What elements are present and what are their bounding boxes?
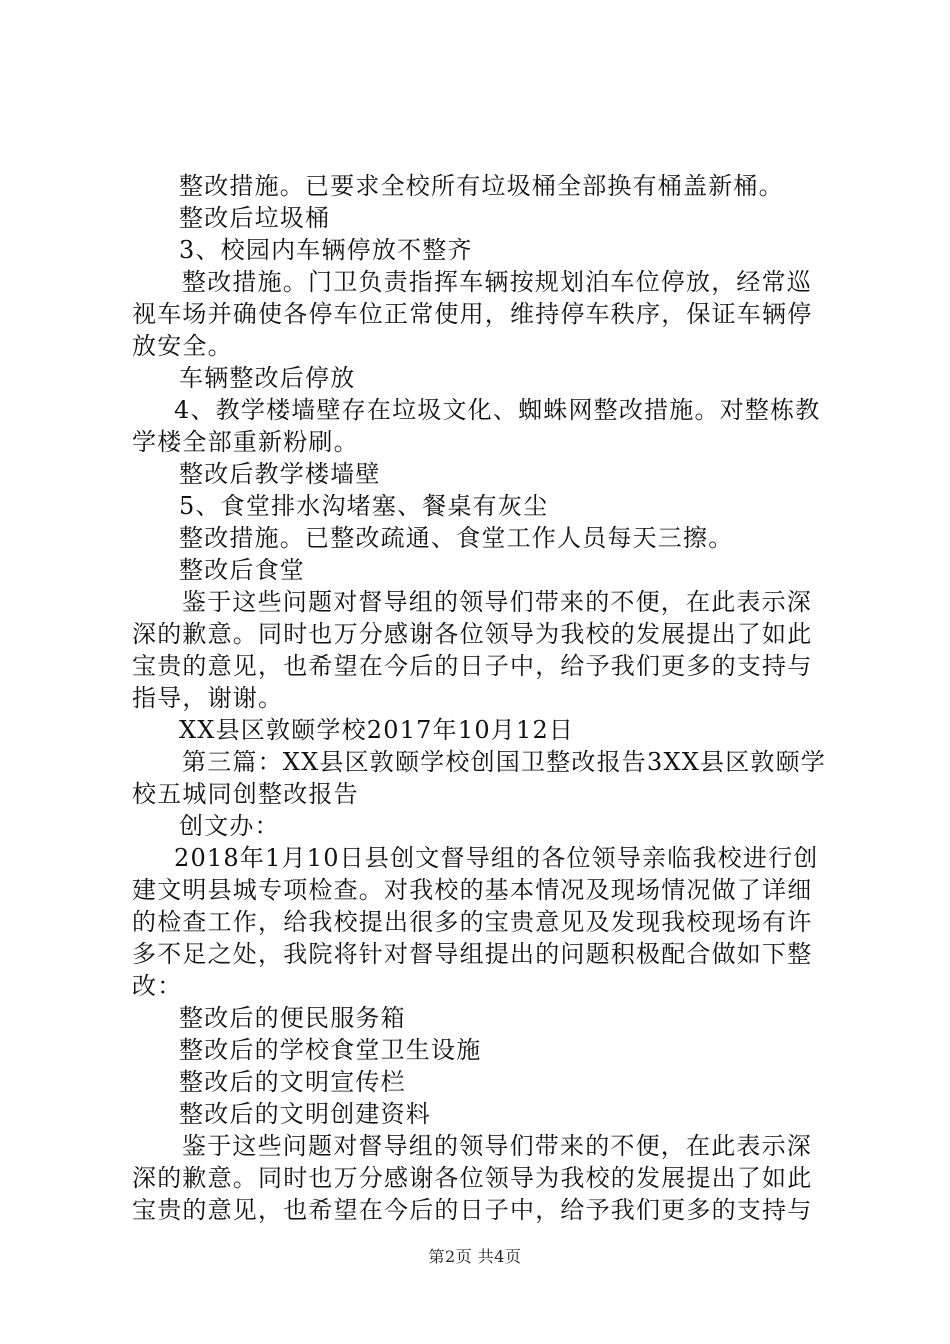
paragraph: 整改后的便民服务箱	[179, 1004, 406, 1032]
paragraph: 整改措施。已整改疏通、食堂工作人员每天三擦。	[179, 524, 734, 552]
paragraph: 车辆整改后停放	[179, 364, 356, 392]
paragraph: 整改后的文明创建资料	[179, 1100, 431, 1128]
paragraph: 整改后垃圾桶	[179, 204, 331, 232]
paragraph: 整改后食堂	[179, 556, 305, 584]
paragraph: 2018年1月10日县创文督导组的各位领导亲临我校进行创建文明县城专项检查。对我校的基本情况及现场情况做了详细的检查工作，给我校提出很多的宝贵意见及发现我校现场有许多不足之处，我院将针对督导组提出的问题积极配合做如下整改：	[132, 844, 819, 1000]
paragraph: XX县区敦颐学校2017年10月12日	[179, 716, 575, 744]
paragraph: 整改措施。门卫负责指挥车辆按规划泊车位停放，经常巡视车场并确使各停车位正常使用，维持停车秩序，保证车辆停放安全。	[132, 268, 813, 360]
page-number-footer: 第2页 共4页	[428, 1247, 522, 1266]
paragraph: 第三篇：XX县区敦颐学校创国卫整改报告3XX县区敦颐学校五城同创整改报告	[132, 748, 827, 808]
paragraph: 鉴于这些问题对督导组的领导们带来的不便，在此表示深深的歉意。同时也万分感谢各位领导为我校的发展提出了如此宝贵的意见，也希望在今后的日子中，给予我们更多的支持与	[132, 1132, 813, 1224]
paragraph: 整改后教学楼墙壁	[179, 460, 381, 488]
paragraph: 整改后的文明宣传栏	[179, 1068, 406, 1096]
paragraph: 创文办：	[179, 812, 280, 840]
paragraph: 整改后的学校食堂卫生设施	[179, 1036, 482, 1064]
paragraph: 鉴于这些问题对督导组的领导们带来的不便，在此表示深深的歉意。同时也万分感谢各位领导为我校的发展提出了如此宝贵的意见，也希望在今后的日子中，给予我们更多的支持与指导，谢谢。	[132, 588, 813, 712]
paragraph: 4、教学楼墙壁存在垃圾文化、蜘蛛网整改措施。对整栋教学楼全部重新粉刷。	[132, 396, 821, 456]
paragraph: 整改措施。已要求全校所有垃圾桶全部换有桶盖新桶。	[179, 172, 784, 200]
paragraph: 5、食堂排水沟堵塞、餐桌有灰尘	[179, 492, 549, 520]
document-body	[132, 170, 832, 1226]
paragraph: 3、校园内车辆停放不整齐	[179, 236, 473, 264]
